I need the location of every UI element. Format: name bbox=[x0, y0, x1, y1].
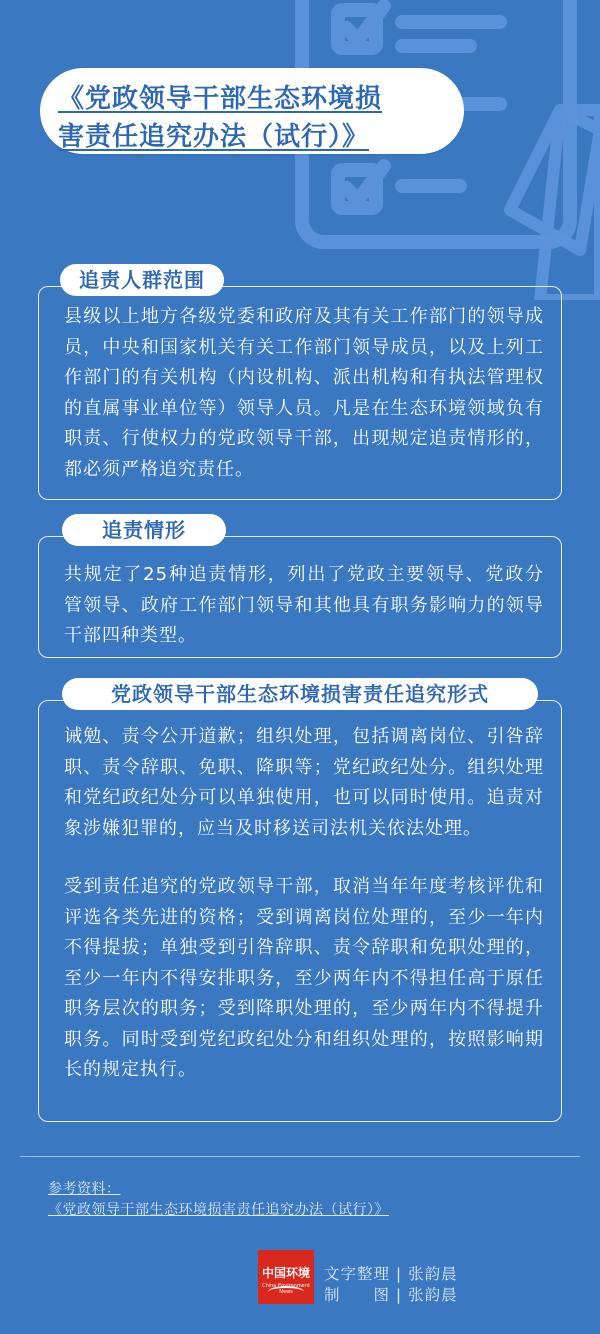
paragraph: 受到责任追究的党政领导干部，取消当年年度考核评优和评选各类先进的资格；受到调离岗位处理的，至少一年内不得提拔；单独受到引咎辞职、责令辞职和免职处理的，至少一年内不得安排职务，至少两年内不得担任高于原任职务层次的职务；受到降职处理的，至少两年内不得提升职务。同时受到党纪政纪处分和组织处理的，按照影响期长的规定执行。 bbox=[64, 876, 544, 1080]
page-title-line-1: 《党政领导干部生态环境损 bbox=[58, 84, 383, 114]
section-forms-text bbox=[64, 722, 544, 1086]
section-scope-text bbox=[64, 302, 544, 485]
reference-label: 参考资料： bbox=[48, 1181, 121, 1197]
section-situations-text bbox=[64, 560, 544, 652]
paragraph: 诫勉、责令公开道歉；组织处理，包括调离岗位、引咎辞职、责令辞职、免职、降职等；党纪政纪处分。组织处理和党纪政纪处分可以单独使用，也可以同时使用。追责对象涉嫌犯罪的，应当及时移送司法机关依法处理。 bbox=[64, 726, 544, 839]
logo-subtitle: China Environment News bbox=[262, 1283, 310, 1295]
logo-name: 中国环境 bbox=[261, 1266, 310, 1280]
section-heading-scope: 追责人群范围 bbox=[60, 264, 224, 296]
paragraph: 县级以上地方各级党委和政府及其有关工作部门的领导成员，中央和国家机关有关工作部门领导成员，以及上列工作部门的有关机构（内设机构、派出机构和有执法管理权的直属事业单位等）领导人员。凡是在生态环境领域负有职责、行使权力的党政领导干部，出现规定追责情形的，都必须严格追究责任。 bbox=[64, 306, 544, 480]
book-icon bbox=[268, 1286, 304, 1298]
reference-source-link[interactable]: 《党政领导干部生态环境损害责任追究办法（试行）》 bbox=[48, 1202, 389, 1218]
credit-text: 文字整理 | 张韵晨 bbox=[324, 1265, 458, 1283]
divider bbox=[20, 1156, 580, 1157]
section-heading-situations: 追责情形 bbox=[62, 514, 226, 546]
section-heading-forms: 党政领导干部生态环境损害责任追究形式 bbox=[62, 678, 538, 710]
credits bbox=[324, 1264, 458, 1306]
china-environment-logo bbox=[258, 1250, 314, 1304]
page-title-line-2: 害责任追究办法（试行）》 bbox=[58, 122, 370, 152]
paragraph: 共规定了25种追责情形，列出了党政主要领导、党政分管领导、政府工作部门领导和其他具有职务影响力的领导干部四种类型。 bbox=[64, 564, 544, 646]
credit-graphics: 制 图 | 张韵晨 bbox=[324, 1286, 458, 1304]
